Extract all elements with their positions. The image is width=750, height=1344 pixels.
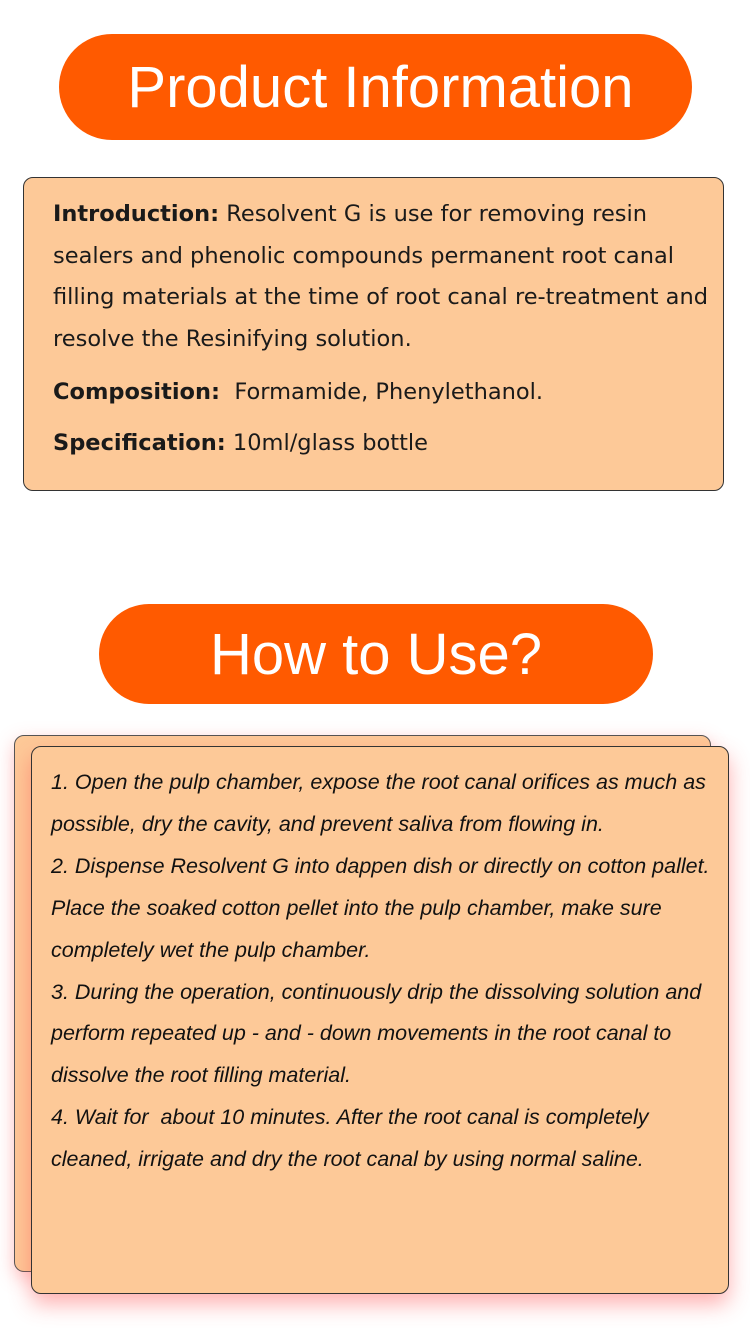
step-4: 4. Wait for about 10 minutes. After the root canal is completely cleaned, irrigate and dry the root canal by using normal saline.: [51, 1105, 655, 1172]
composition-label: Composition:: [53, 379, 221, 405]
composition-text: Formamide, Phenylethanol.: [220, 379, 544, 405]
specification-label: Specification:: [53, 430, 226, 456]
step-2: 2. Dispense Resolvent G into dappen dish or directly on cotton pallet. Place the soaked cotton pellet into the pulp chamber, make sure completely wet the pulp chamber.: [51, 853, 716, 962]
introduction-label: Introduction:: [53, 201, 220, 227]
how-to-use-heading: [99, 604, 653, 704]
introduction-text: Resolvent G is use for removing resin sealers and phenolic compounds permanent root canal filling materials at the time of root canal re-treatment and resolve the Resinifying solution.: [53, 201, 709, 352]
composition-paragraph: [53, 372, 713, 413]
introduction-paragraph: [53, 194, 713, 360]
product-information-heading: [59, 34, 692, 140]
specification-text: 10ml/glass bottle: [225, 430, 429, 456]
how-to-use-heading-text: How to Use?: [209, 621, 543, 687]
step-3: 3. During the operation, continuously drip the dissolving solution and perform repeated up - and - down movements in the root canal to dissolve the root filling material.: [51, 979, 708, 1088]
step-1: 1. Open the pulp chamber, expose the root canal orifices as much as possible, dry the cavity, and prevent saliva from flowing in.: [51, 770, 712, 836]
specification-paragraph: [53, 423, 713, 464]
how-to-use-panel: [31, 746, 729, 1294]
product-info-panel: [23, 177, 724, 491]
product-information-heading-text: Product Information: [127, 54, 634, 120]
